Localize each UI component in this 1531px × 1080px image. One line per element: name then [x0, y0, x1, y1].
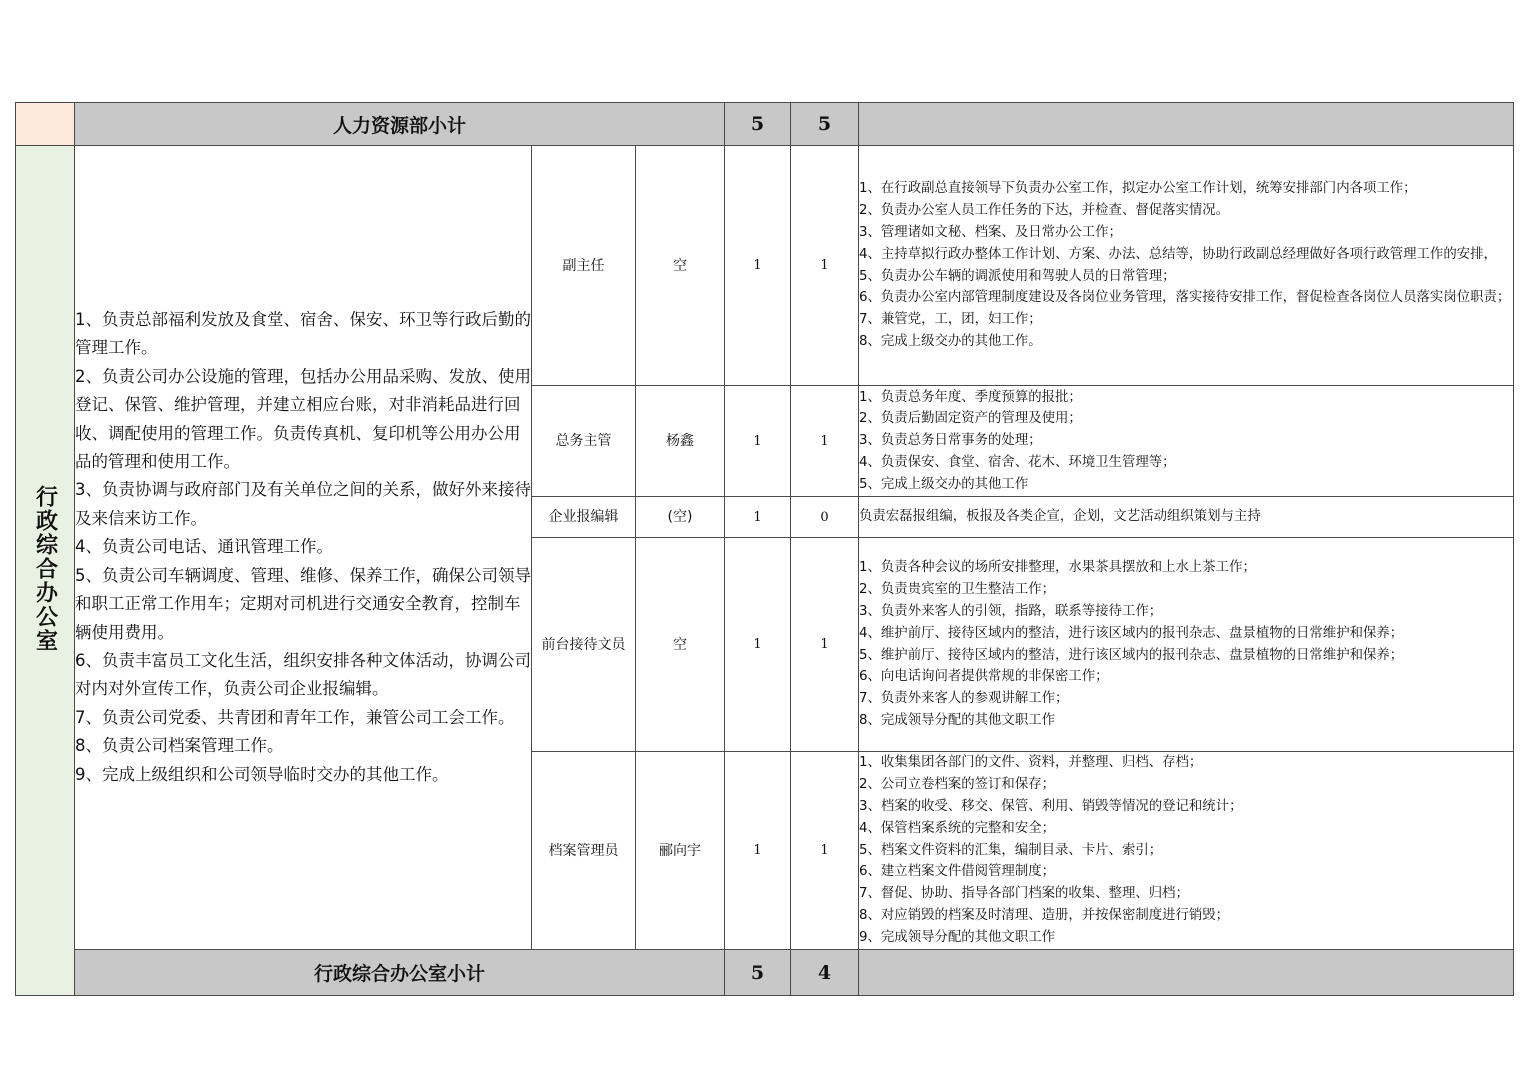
- position-person: 杨鑫: [636, 386, 725, 497]
- position-actual: 0: [791, 497, 859, 538]
- position-planned: 1: [725, 497, 791, 538]
- position-duty: 7、负责外来客人的参观讲解工作；: [859, 691, 1069, 707]
- office-subtotal-row: [16, 950, 1514, 996]
- department-duty: 8、负责公司档案管理工作。: [75, 736, 284, 756]
- staffing-table: [15, 102, 1514, 996]
- position-duties: [859, 497, 1514, 538]
- position-actual: 1: [791, 752, 859, 950]
- position-duty: 9、完成领导分配的其他文职工作: [859, 929, 1055, 945]
- department-duty: 9、完成上级组织和公司领导临时交办的其他工作。: [75, 764, 449, 784]
- position-duty: 5、维护前厅、接待区域内的整洁，进行该区域内的报刊杂志、盘景植物的日常维护和保养；: [859, 647, 1404, 663]
- position-duty: 2、负责后勤固定资产的管理及使用；: [859, 411, 1082, 427]
- position-duty: 3、负责总务日常事务的处理；: [859, 433, 1042, 449]
- position-actual: 1: [791, 386, 859, 497]
- department-duties: [75, 146, 532, 950]
- position-person: (空): [636, 497, 725, 538]
- position-duty: 5、完成上级交办的其他工作: [859, 476, 1029, 492]
- position-planned: 1: [725, 752, 791, 950]
- position-duties: [859, 538, 1514, 752]
- position-duty: 4、负责保安、食堂、宿舍、花木、环境卫生管理等；: [859, 454, 1176, 470]
- department-duty: 7、负责公司党委、共青团和青年工作，兼管公司工会工作。: [75, 707, 515, 727]
- hr-subtotal-row: [16, 103, 1514, 146]
- position-duty: 3、负责外来客人的引领，指路，联系等接待工作；: [859, 603, 1163, 619]
- position-title: 档案管理员: [532, 752, 636, 950]
- department-duty: 6、负责丰富员工文化生活，组织安排各种文体活动，协调公司对内对外宣传工作，负责公司企业报编辑。: [75, 650, 531, 699]
- position-duty: 8、对应销毁的档案及时清理、造册，并按保密制度进行销毁；: [859, 907, 1230, 923]
- office-subtotal-label: 行政综合办公室小计: [75, 950, 725, 996]
- department-duty: 2、负责公司办公设施的管理，包括办公用品采购、发放、使用登记、保管、维护管理，并建立相应台账，对非消耗品进行回收、调配使用的管理工作。负责传真机、复印机等公用办公用品的管理和使用工作。: [75, 366, 531, 472]
- department-name: 行政综合办公室: [32, 484, 58, 653]
- position-person: 郦向宇: [636, 752, 725, 950]
- position-title: 企业报编辑: [532, 497, 636, 538]
- position-duties: [859, 752, 1514, 950]
- department-duty: 4、负责公司电话、通讯管理工作。: [75, 537, 333, 557]
- position-title: 前台接待文员: [532, 538, 636, 752]
- position-duty: 4、主持草拟行政办整体工作计划、方案、办法、总结等，协助行政副总经理做好各项行政管理工作的安排，: [859, 246, 1497, 262]
- position-duty: 6、负责办公室内部管理制度建设及各岗位业务管理，落实接待安排工作，督促检查各岗位人员落实岗位职责；: [859, 290, 1511, 306]
- position-duty: 4、保管档案系统的完整和安全；: [859, 820, 1055, 836]
- department-duty: 3、负责协调与政府部门及有关单位之间的关系，做好外来接待及来信来访工作。: [75, 480, 531, 528]
- position-duty: 3、管理诸如文秘、档案、及日常办公工作；: [859, 224, 1122, 240]
- position-duty: 7、督促、协助、指导各部门档案的收集、整理、归档；: [859, 886, 1189, 902]
- office-subtotal-actual: 4: [791, 950, 859, 996]
- position-row: [16, 146, 1514, 386]
- department-cell: [16, 146, 75, 996]
- position-duty: 2、负责办公室人员工作任务的下达，并检查、督促落实情况。: [859, 203, 1230, 219]
- position-duty: 6、向电话询问者提供常规的非保密工作；: [859, 669, 1109, 685]
- office-subtotal-remark: [859, 950, 1514, 996]
- position-actual: 1: [791, 538, 859, 752]
- position-planned: 1: [725, 386, 791, 497]
- position-duty: 1、负责各种会议的场所安排整理，水果茶具摆放和上水上茶工作；: [859, 560, 1256, 576]
- hr-subtotal-remark: [859, 103, 1514, 146]
- position-actual: 1: [791, 146, 859, 386]
- position-duties: [859, 386, 1514, 497]
- hr-subtotal-actual: 5: [791, 103, 859, 146]
- position-duty: 5、档案文件资料的汇集，编制目录、卡片、索引；: [859, 842, 1163, 858]
- department-duty: 1、负责总部福利发放及食堂、宿舍、保安、环卫等行政后勤的管理工作。: [75, 310, 531, 358]
- position-duty: 负责宏磊报组编，板报及各类企宣，企划，文艺活动组织策划与主持: [859, 509, 1261, 525]
- hr-subtotal-label: 人力资源部小计: [75, 103, 725, 146]
- hr-dept-cell: [16, 103, 75, 146]
- position-duty: 4、维护前厅、接待区域内的整洁，进行该区域内的报刊杂志、盘景植物的日常维护和保养；: [859, 625, 1404, 641]
- position-duty: 2、公司立卷档案的签订和保存；: [859, 777, 1055, 793]
- position-planned: 1: [725, 146, 791, 386]
- position-duty: 5、负责办公车辆的调派使用和驾驶人员的日常管理；: [859, 268, 1176, 284]
- position-duty: 7、兼管党，工，团，妇工作；: [859, 312, 1042, 328]
- office-subtotal-planned: 5: [725, 950, 791, 996]
- position-title: 总务主管: [532, 386, 636, 497]
- position-duty: 6、建立档案文件借阅管理制度；: [859, 864, 1055, 880]
- hr-subtotal-planned: 5: [725, 103, 791, 146]
- position-person: 空: [636, 146, 725, 386]
- position-duty: 1、负责总务年度、季度预算的报批；: [859, 389, 1082, 405]
- position-duty: 1、收集集团各部门的文件、资料，并整理、归档、存档；: [859, 755, 1203, 771]
- position-duty: 2、负责贵宾室的卫生整洁工作；: [859, 582, 1055, 598]
- position-duty: 8、完成领导分配的其他文职工作: [859, 712, 1055, 728]
- position-title: 副主任: [532, 146, 636, 386]
- position-duty: 3、档案的收受、移交、保管、利用、销毁等情况的登记和统计；: [859, 799, 1243, 814]
- department-duty: 5、负责公司车辆调度、管理、维修、保养工作，确保公司领导和职工正常工作用车；定期对司机进行交通安全教育，控制车辆使用费用。: [75, 565, 531, 642]
- position-duty: 8、完成上级交办的其他工作。: [859, 333, 1042, 349]
- position-duty: 1、在行政副总直接领导下负责办公室工作，拟定办公室工作计划，统筹安排部门内各项工作；: [859, 181, 1417, 197]
- position-duties: [859, 146, 1514, 386]
- position-planned: 1: [725, 538, 791, 752]
- position-person: 空: [636, 538, 725, 752]
